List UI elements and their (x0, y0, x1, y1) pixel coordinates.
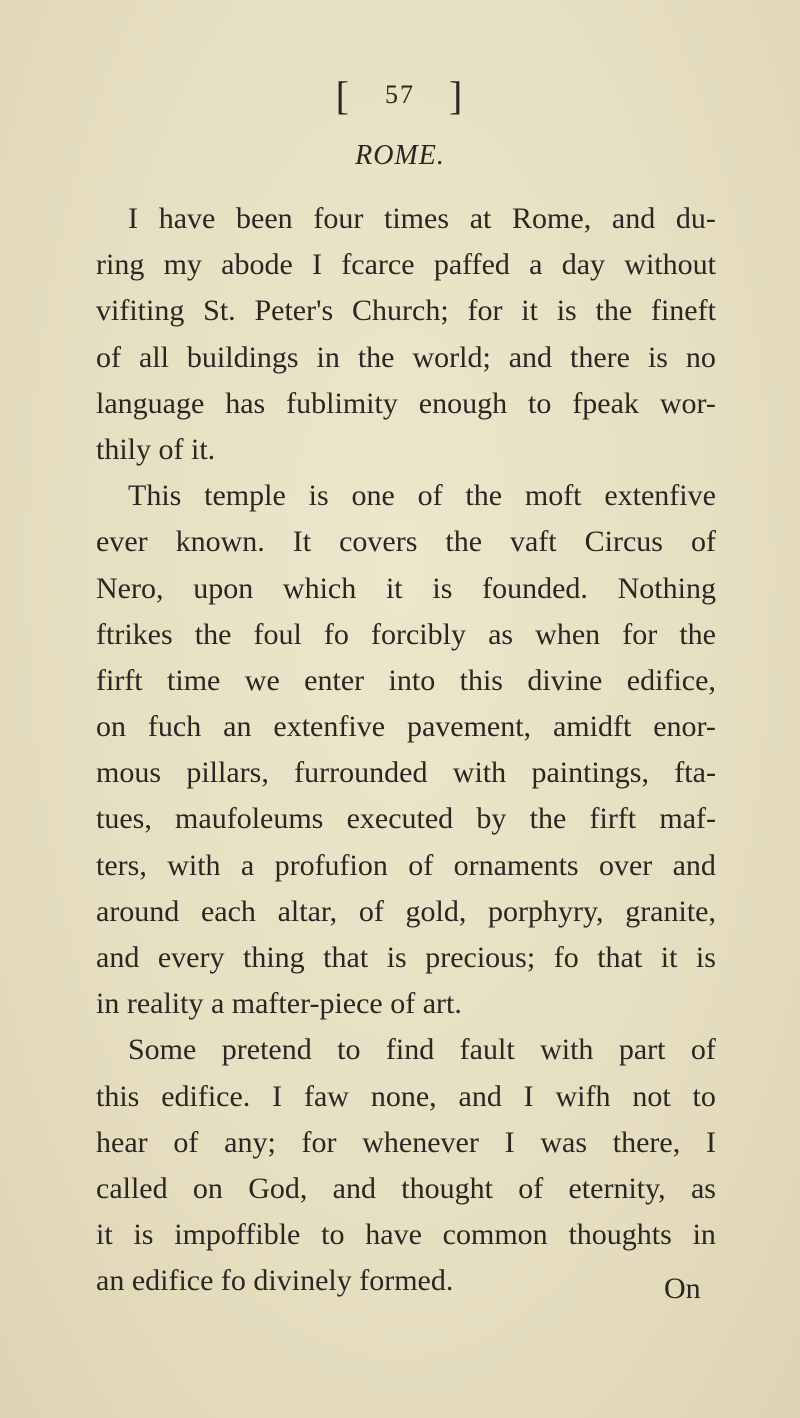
text-line: on fuch an extenfive pavement, amidft enor- (96, 710, 716, 744)
text-line: mous pillars, furrounded with paintings, fta- (96, 756, 716, 790)
section-title: ROME. (355, 140, 445, 171)
text-line: in reality a mafter-piece of art. (96, 987, 462, 1021)
header-bracket-open: [ (335, 73, 351, 118)
page-header (0, 72, 800, 119)
text-line: Nero, upon which it is founded. Nothing (96, 571, 716, 605)
text-line: it is impoffible to have common thoughts in (96, 1218, 716, 1252)
text-line: ters, with a profufion of ornaments over and (96, 848, 716, 882)
body-text (96, 196, 716, 1305)
header-bracket-close: ] (449, 73, 465, 118)
text-line: This temple is one of the moft extenfive (128, 479, 716, 513)
text-line: I have been four times at Rome, and du- (128, 202, 716, 235)
text-line: thily of it. (96, 432, 216, 466)
text-line: around each altar, of gold, porphyry, granite, (96, 894, 716, 928)
catchword: On (664, 1272, 701, 1305)
text-line: firft time we enter into this divine edifice, (96, 663, 716, 697)
text-line: called on God, and thought of eternity, as (96, 1171, 716, 1205)
text-line: Some pretend to find fault with part of (128, 1033, 716, 1067)
text-line: hear of any; for whenever I was there, I (96, 1125, 716, 1159)
text-line: an edifice fo divinely formed. (96, 1264, 454, 1298)
text-line: and every thing that is precious; fo that it is (96, 941, 716, 974)
text-line: ring my abode I fcarce paffed a day without (96, 248, 716, 282)
text-line: ever known. It covers the vaft Circus of (96, 525, 716, 559)
text-line: language has fublimity enough to fpeak wor- (96, 386, 716, 420)
text-line: vifiting St. Peter's Church; for it is the fineft (96, 294, 716, 328)
text-line: this edifice. I faw none, and I wifh not to (96, 1079, 716, 1113)
text-line: tues, maufoleums executed by the firft maf- (96, 802, 716, 836)
text-line: ftrikes the foul fo forcibly as when for the (96, 617, 716, 651)
text-line: of all buildings in the world; and there is no (96, 340, 716, 374)
page-number: 57 (385, 80, 415, 109)
